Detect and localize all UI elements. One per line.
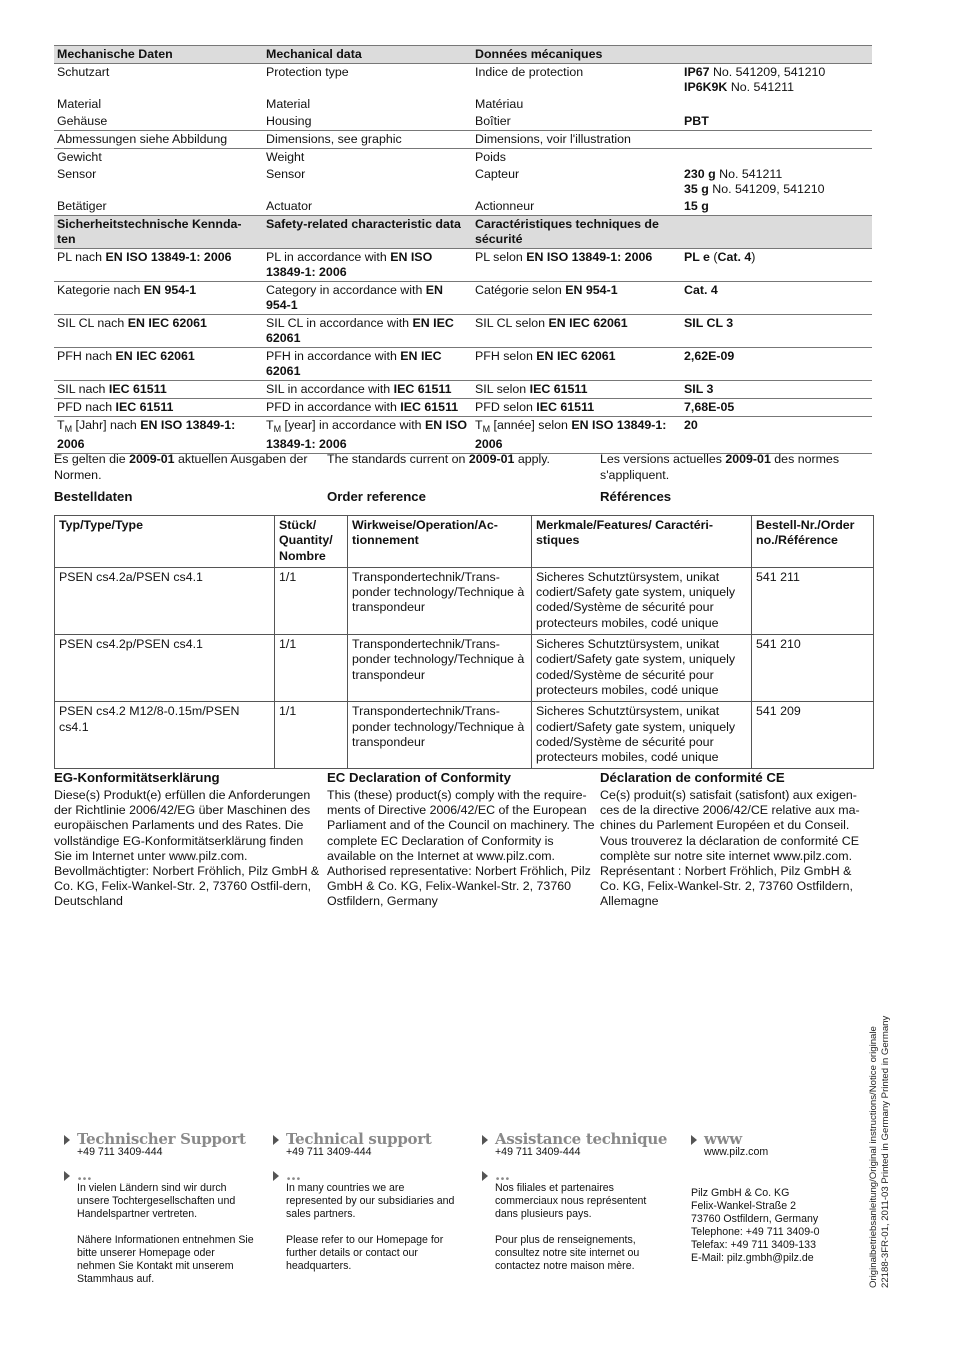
operation-cell: Transpondertechnik/Trans-ponder technology/Technique à transpondeur	[348, 635, 532, 702]
company-address	[691, 1187, 856, 1265]
actuator-value: 15 g	[684, 199, 709, 213]
support-text-fr-2: Pour plus de renseignements, consultez notre site internet ou contactez notre maison mère.	[495, 1234, 640, 1272]
features-cell: Sicheres Schutztürsystem, unikat codiert/Safety gate system, uniquely coded/Système de sécurité pour protecteurs mobiles, codé unique	[532, 702, 752, 769]
safety-data-header	[54, 216, 872, 249]
value	[681, 149, 872, 167]
label-fr: Poids	[475, 150, 506, 164]
label-de: PFD nach IEC 61511	[54, 399, 263, 417]
category-row	[54, 282, 872, 315]
features-cell: Sicheres Schutztürsystem, unikat codiert/Safety gate system, uniquely coded/Système de sécurité pour protecteurs mobiles, codé unique	[532, 567, 752, 634]
label-de: Material	[57, 97, 102, 111]
support-text-de-2: Nähere Informationen entnehmen Sie bitte unserer Homepage oder nehmen Sie Kontakt mit unserem Stammhaus auf.	[77, 1234, 254, 1285]
pfd-row	[54, 399, 872, 417]
label-en: PFH in accordance with EN IEC 62061	[263, 348, 472, 381]
table-row	[55, 702, 874, 769]
type-cell: PSEN cs4.2a/PSEN cs4.1	[55, 567, 275, 634]
standards-note-de: Es gelten die 2009-01 aktuellen Ausgaben der Normen.	[54, 452, 308, 482]
operation-cell: Transpondertechnik/Trans-ponder technology/Technique à transpondeur	[348, 567, 532, 634]
label-de: Betätiger	[57, 199, 107, 213]
pfd-value: 7,68E-05	[681, 399, 872, 417]
column-header: Bestell-Nr./Order no./Référence	[752, 516, 874, 568]
label-de: Sensor	[57, 167, 97, 181]
support-text-fr: Nos filiales et partenaires commerciaux nous représentent dans plusieurs pays.	[495, 1182, 647, 1220]
standards-note-fr: Les versions actuelles 2009-01 des normes s'appliquent.	[600, 452, 840, 482]
header-value	[681, 46, 872, 64]
order-title-en: Order reference	[327, 489, 426, 504]
label-fr: Catégorie selon EN 954-1	[472, 282, 681, 315]
label-de: $T_M$ [Jahr] nach EN ISO 13849-1: 2006	[54, 417, 263, 454]
arrow-right-icon	[691, 1135, 697, 1145]
support-de	[64, 1130, 254, 1286]
order-table	[54, 515, 874, 769]
order-header-row	[55, 516, 874, 568]
type-cell: PSEN cs4.2 M12/8-0.15m/PSEN cs4.1	[55, 702, 275, 769]
weight-row	[54, 149, 872, 167]
sil-value: SIL 3	[681, 381, 872, 399]
technical-data-table	[54, 45, 872, 454]
arrow-right-icon	[64, 1135, 70, 1145]
column-header: Stück/ Quantity/ Nombre	[275, 516, 348, 568]
contact-info	[691, 1130, 856, 1265]
support-title-fr: Assistance technique	[495, 1130, 668, 1148]
arrow-right-icon	[273, 1171, 279, 1181]
header-value	[681, 216, 872, 249]
label-de: Abmessungen siehe Abbildung	[54, 131, 263, 149]
label-fr: PFH selon EN IEC 62061	[472, 348, 681, 381]
label-fr: Actionneur	[475, 199, 535, 213]
arrow-right-icon	[482, 1171, 488, 1181]
city: 73760 Ostfildern, Germany	[691, 1213, 819, 1225]
label-en: SIL CL in accordance with EN IEC 62061	[263, 315, 472, 348]
label-fr: Dimensions, voir l'illustration	[472, 131, 681, 149]
declaration-text-en: This (these) product(s) comply with the require-ments of Directive 2006/42/EC of the European Parliament and of the Council on machinery. The complete EC Declaration of Conformity is available on the Internet at www.pilz.com. Authorised representative: Norbert Fröhlich, Pilz GmbH & Co. KG, Felix-Wankel-Str. 2, 73760 Ostfildern, Germany	[327, 788, 595, 909]
support-text-de: In vielen Ländern sind wir durch unsere Tochtergesellschaften und Handelspartner vertreten.	[77, 1182, 236, 1220]
housing-value: PBT	[681, 113, 872, 131]
sil-row	[54, 381, 872, 399]
type-cell: PSEN cs4.2p/PSEN cs4.1	[55, 635, 275, 702]
telephone: Telephone: +49 711 3409-0	[691, 1226, 820, 1238]
label-en: PL in accordance with EN ISO 13849-1: 2006	[263, 249, 472, 282]
actuator-row	[54, 198, 872, 216]
header-fr: Données mécaniques	[472, 46, 681, 64]
arrow-right-icon	[482, 1135, 488, 1145]
features-cell: Sicheres Schutztürsystem, unikat codiert/Safety gate system, uniquely coded/Système de sécurité pour protecteurs mobiles, codé unique	[532, 635, 752, 702]
document-reference-line2: 22188-3FR-01, 2011-03 Printed in Germany Printed in Germany	[879, 1015, 891, 1288]
support-text-en-2: Please refer to our Homepage for further details or contact our headquarters.	[286, 1234, 444, 1272]
label-de: Kategorie nach EN 954-1	[54, 282, 263, 315]
label-fr: SIL selon IEC 61511	[472, 381, 681, 399]
declaration-title-en: EC Declaration of Conformity	[327, 770, 511, 785]
document-reference-line1: Originalbetriebsanleitung/Original instructions/Notice originale	[868, 1026, 879, 1288]
pl-value: PL e (Cat. 4)	[681, 249, 872, 282]
label-fr: Matériau	[475, 97, 524, 111]
label-en: Dimensions, see graphic	[263, 131, 472, 149]
column-header: Wirkweise/Operation/Ac-tionnement	[348, 516, 532, 568]
quantity-cell: 1/1	[275, 567, 348, 634]
value	[681, 96, 872, 113]
dimensions-row	[54, 131, 872, 149]
header-fr: Caractéristiques techniques de sécurité	[472, 216, 681, 249]
pfh-row	[54, 348, 872, 381]
protection-row	[54, 64, 872, 97]
order-title-de: Bestelldaten	[54, 489, 133, 504]
header-de: Mechanische Daten	[54, 46, 263, 64]
support-fr	[482, 1130, 672, 1273]
label-en: Actuator	[266, 199, 313, 213]
label-en: SIL in accordance with IEC 61511	[263, 381, 472, 399]
table-row	[55, 567, 874, 634]
label-de: Gehäuse	[54, 113, 263, 131]
quantity-cell: 1/1	[275, 635, 348, 702]
order-number-cell: 541 210	[752, 635, 874, 702]
declaration-de	[54, 770, 322, 910]
label-fr: SIL CL selon EN IEC 62061	[472, 315, 681, 348]
support-title-en: Technical support	[286, 1130, 432, 1148]
header-de: Sicherheitstechnische Kennda-ten	[54, 216, 263, 249]
declaration-text-de: Diese(s) Produkt(e) erfüllen die Anforderungen der Richtlinie 2006/42/EG über Maschinen des europäischen Parlaments und des Rates. Die vollständige EG-Konformitätserklärung finden Sie im Internet unter www.pilz.com. Bevollmächtigter: Norbert Fröhlich, Pilz GmbH & Co. KG, Felix-Wankel-Str. 2, 73760 Ostfil-dern, Deutschland	[54, 788, 320, 909]
support-title-de: Technischer Support	[77, 1130, 246, 1148]
support-phone-en: +49 711 3409-444	[286, 1146, 372, 1158]
material-row	[54, 96, 872, 113]
category-value: Cat. 4	[681, 282, 872, 315]
company-name: Pilz GmbH & Co. KG	[691, 1187, 790, 1199]
label-de: Gewicht	[57, 150, 102, 164]
table-row	[55, 635, 874, 702]
order-number-cell: 541 211	[752, 567, 874, 634]
sensor-value: 230 g No. 541211 35 g No. 541209, 541210	[684, 167, 825, 196]
label-en: Category in accordance with EN 954-1	[263, 282, 472, 315]
header-en: Safety-related characteristic data	[263, 216, 472, 249]
declaration-title-fr: Déclaration de conformité CE	[600, 770, 785, 785]
silcl-value: SIL CL 3	[681, 315, 872, 348]
column-header: Typ/Type/Type	[55, 516, 275, 568]
label-fr: PL selon EN ISO 13849-1: 2006	[472, 249, 681, 282]
label-fr: PFD selon IEC 61511	[472, 399, 681, 417]
declaration-text-fr: Ce(s) produit(s) satisfait (satisfont) aux exigen-ces de la directive 2006/42/CE relative aux ma-chines du Parlement Européen et du Conseil. Vous trouverez la déclaration de conformité CE complète sur notre site internet www.pilz.com. Représentant : Norbert Fröhlich, Pilz GmbH & Co. KG, Felix-Wankel-Str. 2, 73760 Ostfildern, Allemagne	[600, 788, 860, 909]
www-title: www	[704, 1130, 742, 1148]
label-en: Protection type	[266, 65, 349, 79]
sensor-row	[54, 166, 872, 198]
mechanical-data-header	[54, 46, 872, 64]
label-en: Sensor	[266, 167, 306, 181]
housing-row	[54, 113, 872, 131]
label-de: SIL CL nach EN IEC 62061	[54, 315, 263, 348]
support-text-en: In many countries we are represented by our subsidiaries and sales partners.	[286, 1182, 455, 1220]
dots: …	[286, 1166, 301, 1184]
label-en: Material	[266, 97, 311, 111]
dots: …	[495, 1166, 510, 1184]
support-phone-de: +49 711 3409-444	[77, 1146, 163, 1158]
street: Felix-Wankel-Straße 2	[691, 1200, 796, 1212]
label-de: Schutzart	[57, 65, 110, 79]
arrow-right-icon	[273, 1135, 279, 1145]
arrow-right-icon	[64, 1171, 70, 1181]
telefax: Telefax: +49 711 3409-133	[691, 1239, 816, 1251]
declaration-en	[327, 770, 595, 910]
support-phone-fr: +49 711 3409-444	[495, 1146, 581, 1158]
label-en: Housing	[263, 113, 472, 131]
declaration-title-de: EG-Konformitätserklärung	[54, 770, 220, 785]
label-en: PFD in accordance with IEC 61511	[263, 399, 472, 417]
pfh-value: 2,62E-09	[681, 348, 872, 381]
pl-row	[54, 249, 872, 282]
value	[681, 131, 872, 149]
label-fr: Capteur	[475, 167, 520, 181]
label-en: Weight	[266, 150, 305, 164]
label-fr: Indice de protection	[475, 65, 584, 79]
quantity-cell: 1/1	[275, 702, 348, 769]
operation-cell: Transpondertechnik/Trans-ponder technology/Technique à transpondeur	[348, 702, 532, 769]
tm-row	[54, 417, 872, 454]
silcl-row	[54, 315, 872, 348]
standards-note-en: The standards current on 2009-01 apply.	[327, 452, 550, 466]
order-number-cell: 541 209	[752, 702, 874, 769]
label-en: $T_M$ [year] in accordance with EN ISO 13849-1: 2006	[263, 417, 472, 454]
document-reference	[868, 1016, 891, 1288]
header-en: Mechanical data	[263, 46, 472, 64]
column-header: Merkmale/Features/ Caractéri-stiques	[532, 516, 752, 568]
website-link[interactable]: www.pilz.com	[704, 1146, 769, 1158]
email[interactable]: E-Mail: pilz.gmbh@pilz.de	[691, 1252, 814, 1264]
order-title-fr: Références	[600, 489, 672, 504]
tm-value: 20	[681, 417, 872, 454]
label-de: PFH nach EN IEC 62061	[54, 348, 263, 381]
protection-value: IP67 No. 541209, 541210 IP6K9K No. 541211	[684, 65, 826, 94]
declaration-fr	[600, 770, 868, 910]
dots: …	[77, 1166, 92, 1184]
label-fr: Boîtier	[472, 113, 681, 131]
label-de: PL nach EN ISO 13849-1: 2006	[54, 249, 263, 282]
label-fr: $T_M$ [année] selon EN ISO 13849-1: 2006	[472, 417, 681, 454]
support-en	[273, 1130, 463, 1273]
label-de: SIL nach IEC 61511	[54, 381, 263, 399]
